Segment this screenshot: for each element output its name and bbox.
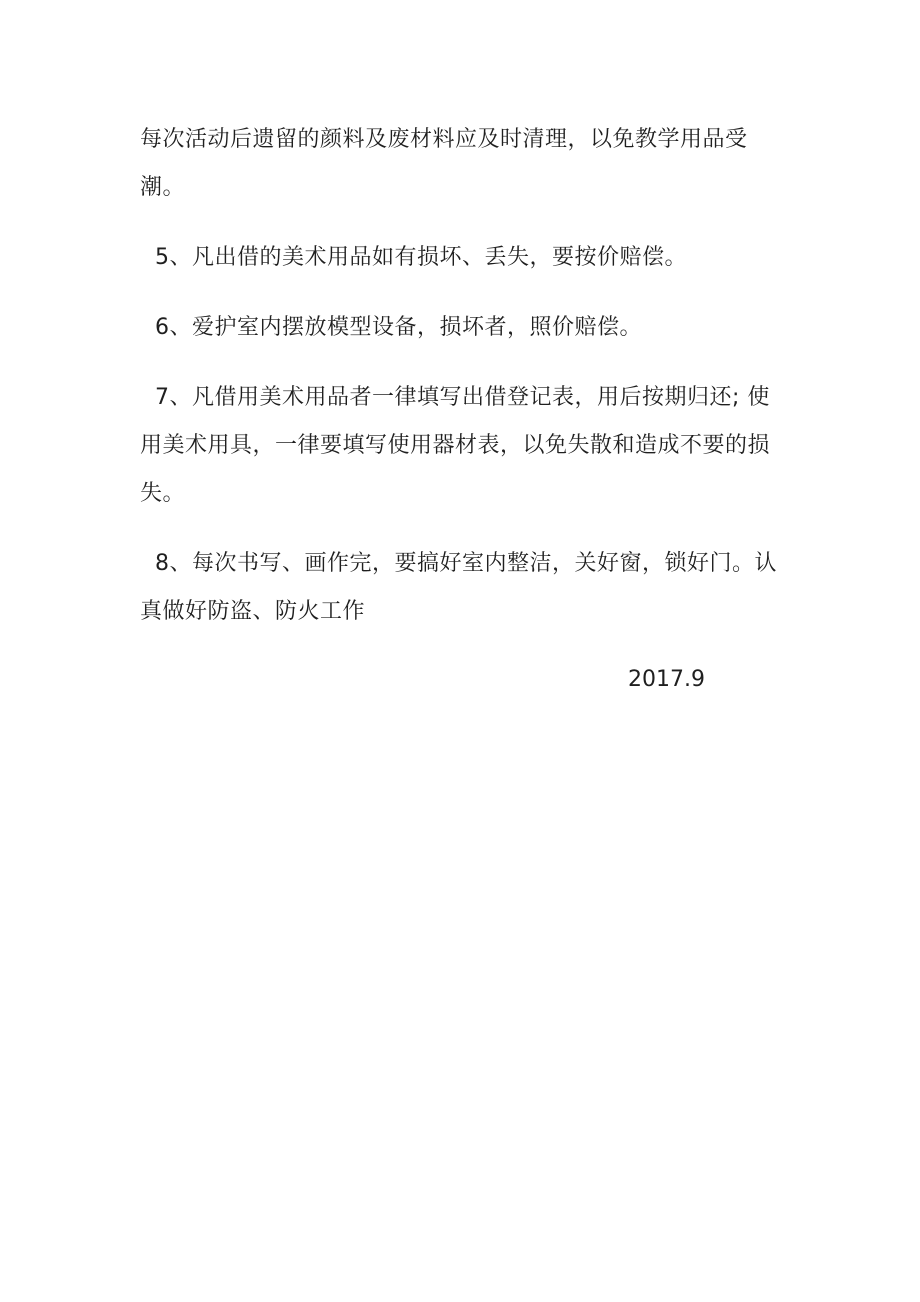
paragraph-cleanup: 每次活动后遗留的颜料及废材料应及时清理，以免教学用品受潮。 — [140, 127, 748, 200]
paragraph-rule-5: 5、凡出借的美术用品如有损坏、丢失，要按价赔偿。 — [140, 245, 687, 270]
paragraph-rule-6: 6、爱护室内摆放模型设备，损坏者，照价赔偿。 — [140, 315, 642, 340]
document-date: 2017.9 — [628, 667, 705, 692]
document-body — [140, 116, 785, 636]
paragraph-rule-8: 8、每次书写、画作完，要搞好室内整洁，关好窗，锁好门。认真做好防盗、防火工作 — [140, 551, 777, 624]
paragraph-rule-7: 7、凡借用美术用品者一律填写出借登记表，用后按期归还; 使用美术用具，一律要填写使用器材表，以免失散和造成不要的损失。 — [140, 385, 771, 506]
